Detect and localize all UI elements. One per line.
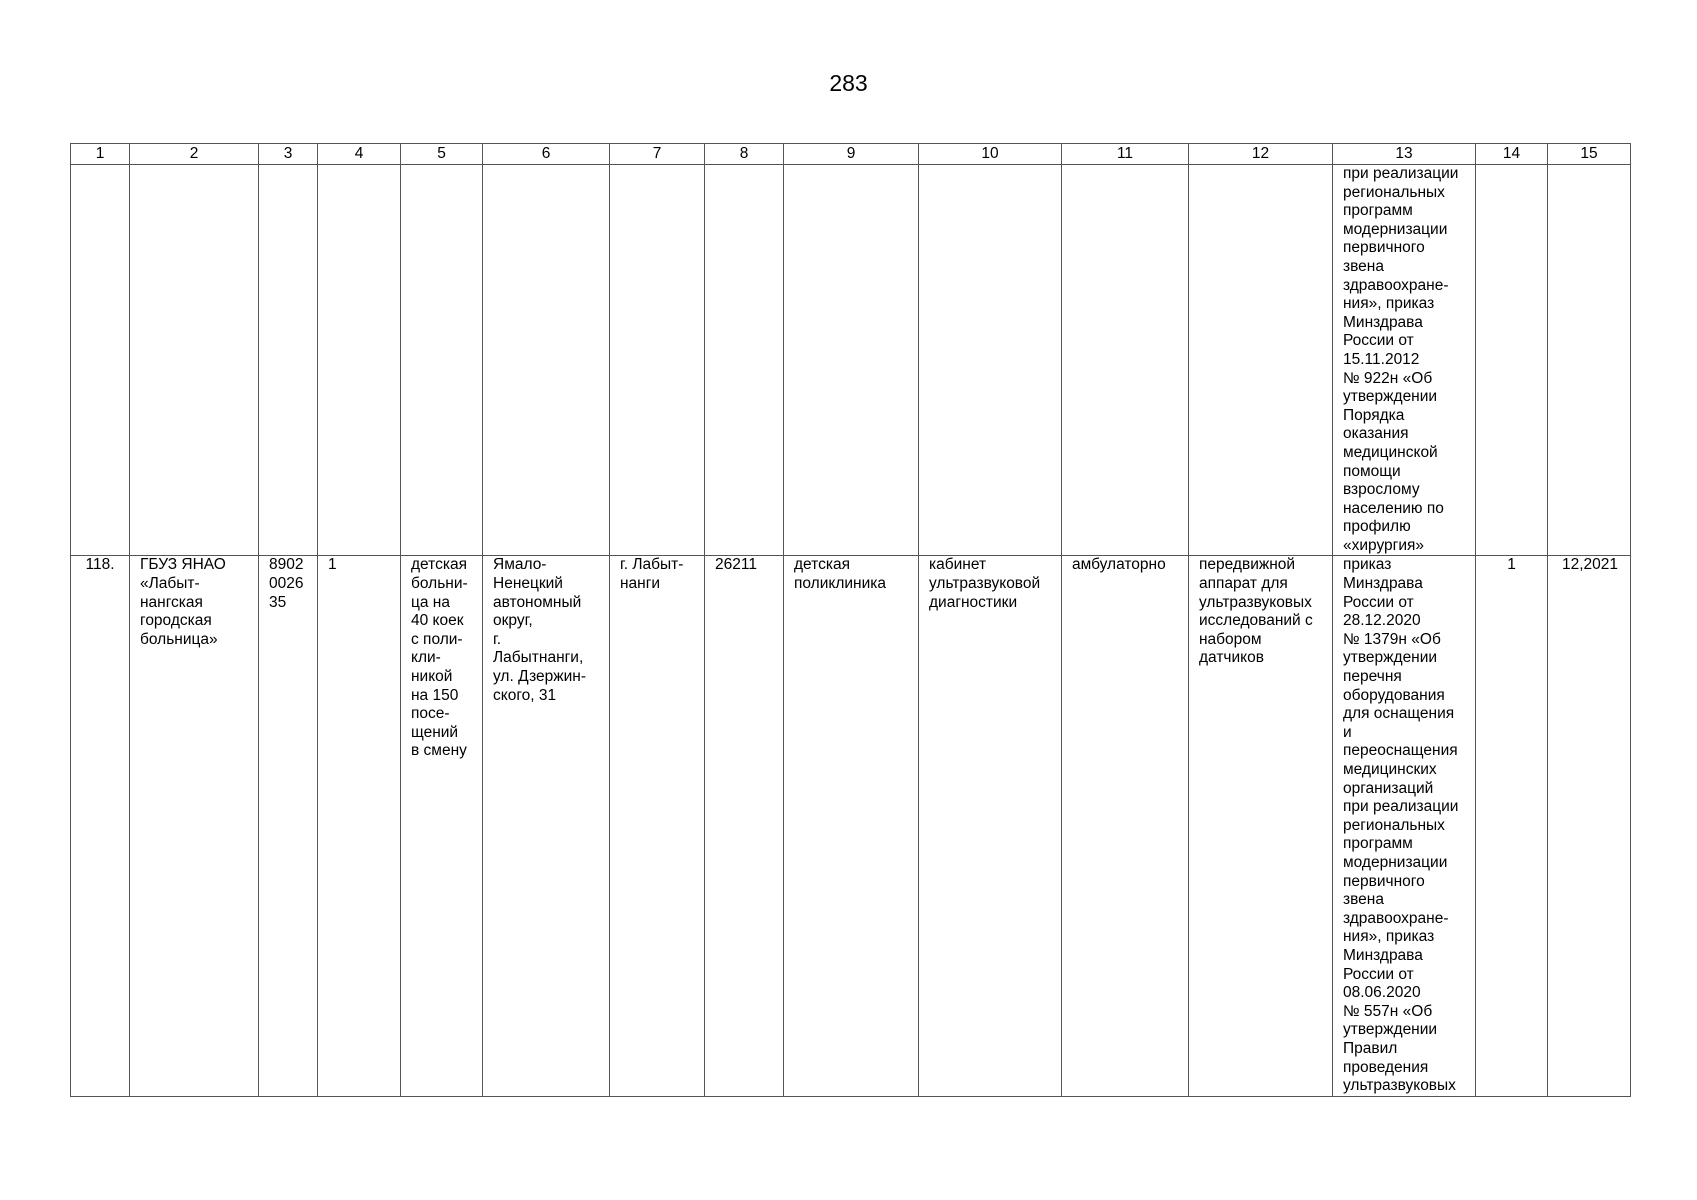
cell-text-line: России от: [1343, 332, 1414, 350]
cell-text-line: ца на: [411, 593, 450, 611]
cell-text-line: Минздрава: [1343, 575, 1423, 593]
cell-room: [919, 556, 1062, 1096]
cell-text-line: медицинских: [1343, 761, 1437, 778]
cell-text-line: с поли-: [411, 630, 463, 648]
column-header-12: 12: [1189, 144, 1333, 165]
column-header-14: 14: [1476, 144, 1548, 165]
cell-text-line: приказ: [1343, 556, 1392, 574]
cell-text-line: ского, 31: [493, 686, 557, 704]
cell-text-line: Минздрава: [1343, 946, 1423, 964]
cell-text-line: модернизации: [1343, 220, 1448, 238]
cell-text-line: региональных: [1343, 183, 1445, 201]
cell-text-line: № 557н «Об: [1343, 1002, 1433, 1020]
cell-text-line: России от: [1343, 965, 1414, 983]
cell-text-line: поликлиника: [794, 575, 886, 593]
cell-text-line: № 922н «Об: [1343, 369, 1433, 387]
cell-text-line: автономный: [493, 593, 582, 611]
cell-text-line: щений: [411, 723, 459, 741]
cell-empty: [1476, 165, 1548, 556]
column-header-13: 13: [1333, 144, 1476, 165]
cell-code: 26211: [705, 556, 784, 1096]
cell-legal-basis-continued: [1333, 165, 1476, 556]
cell-text-line: звена: [1343, 891, 1384, 909]
cell-text-line: 15.11.2012: [1343, 350, 1420, 368]
cell-text-line: звена: [1343, 257, 1384, 275]
cell-empty: [71, 165, 130, 556]
column-header-8: 8: [705, 144, 784, 165]
table-row-118: [71, 556, 1631, 1096]
cell-empty: [483, 165, 610, 556]
cell-text-line: организаций: [1343, 779, 1434, 797]
column-header-1: 1: [71, 144, 130, 165]
cell-text-line: посе-: [411, 705, 450, 723]
cell-text-line: Ямало-: [493, 556, 547, 574]
cell-text-line: детская: [794, 556, 850, 574]
cell-text-line: исследований с: [1199, 612, 1313, 630]
column-header-5: 5: [401, 144, 483, 165]
cell-empty: [1548, 165, 1631, 556]
cell-text-line: 8902: [269, 556, 304, 574]
cell-text-line: профилю: [1343, 518, 1411, 536]
cell-empty: [610, 165, 705, 556]
cell-text-line: Правил: [1343, 1039, 1398, 1057]
cell-text-line: региональных: [1343, 816, 1445, 834]
cell-text-line: Ненецкий: [493, 575, 563, 593]
column-header-15: 15: [1548, 144, 1631, 165]
cell-text-line: ния», приказ: [1343, 295, 1435, 313]
column-header-11: 11: [1062, 144, 1189, 165]
cell-text-line: и: [1343, 723, 1352, 741]
cell-text-line: первичного: [1343, 872, 1425, 890]
cell-text-line: ния», приказ: [1343, 928, 1435, 946]
cell-text-line: больница»: [140, 630, 218, 648]
cell-text-line: г. Лабыт-: [620, 556, 684, 574]
cell-text-line: населению по: [1343, 499, 1444, 517]
cell-text-line: Минздрава: [1343, 313, 1423, 331]
cell-address: [483, 556, 610, 1096]
column-header-6: 6: [483, 144, 610, 165]
cell-text-line: детская: [411, 556, 467, 574]
cell-text-line: переоснащения: [1343, 742, 1458, 760]
cell-organization: [130, 556, 259, 1096]
cell-empty: [318, 165, 401, 556]
cell-text-line: программ: [1343, 835, 1413, 853]
cell-empty: [401, 165, 483, 556]
cell-equipment: [1189, 556, 1333, 1096]
cell-text-line: ГБУЗ ЯНАО: [140, 556, 226, 574]
cell-care-conditions: амбулаторно: [1062, 556, 1189, 1096]
cell-empty: [259, 165, 318, 556]
cell-empty: [919, 165, 1062, 556]
cell-text-line: здравоохране-: [1343, 909, 1449, 927]
cell-text-line: диагностики: [929, 593, 1018, 611]
cell-text-line: № 1379н «Об: [1343, 630, 1441, 648]
cell-text-line: взрослому: [1343, 481, 1420, 499]
cell-unit: [784, 556, 919, 1096]
cell-text-line: 0026: [269, 575, 304, 593]
column-header-4: 4: [318, 144, 401, 165]
cell-text-line: аппарат для: [1199, 575, 1288, 593]
cell-text-line: нангская: [140, 593, 203, 611]
cell-text-line: ультразвуковой: [929, 575, 1041, 593]
cell-text-line: помощи: [1343, 462, 1401, 480]
cell-quantity: 1: [1476, 556, 1548, 1096]
page-number: 283: [829, 70, 868, 96]
cell-text-line: ультразвуковых: [1199, 593, 1312, 611]
cell-text-line: 28.12.2020: [1343, 612, 1421, 630]
cell-empty: [705, 165, 784, 556]
cell-text-line: при реализации: [1343, 798, 1459, 816]
cell-text-line: оборудования: [1343, 686, 1445, 704]
cell-text-line: г.: [493, 630, 502, 648]
cell-text-line: ул. Дзержин-: [493, 668, 586, 686]
cell-text-line: городская: [140, 612, 212, 630]
cell-empty: [784, 165, 919, 556]
cell-text-line: на 150: [411, 686, 459, 704]
cell-text-line: кли-: [411, 649, 441, 667]
cell-text-line: передвижной: [1199, 556, 1296, 574]
cell-legal-basis: [1333, 556, 1476, 1096]
cell-text-line: утверждении: [1343, 649, 1438, 667]
cell-text-line: России от: [1343, 593, 1414, 611]
cell-text-line: больни-: [411, 575, 468, 593]
cell-text-line: 08.06.2020: [1343, 984, 1421, 1002]
cell-text-line: Порядка: [1343, 406, 1405, 424]
cell-text-line: модернизации: [1343, 853, 1448, 871]
cell-inn: [259, 556, 318, 1096]
cell-text-line: для оснащения: [1343, 705, 1455, 723]
column-header-3: 3: [259, 144, 318, 165]
cell-settlement: [610, 556, 705, 1096]
cell-text-line: проведения: [1343, 1058, 1429, 1076]
table-header-row: [71, 144, 1631, 165]
cell-empty: [1189, 165, 1333, 556]
table-row-continuation: [71, 165, 1631, 556]
cell-text-line: «Лабыт-: [140, 575, 200, 593]
cell-text-line: перечня: [1343, 668, 1402, 686]
cell-text-line: в смену: [411, 742, 467, 760]
cell-text-line: утверждении: [1343, 1021, 1438, 1039]
column-header-2: 2: [130, 144, 259, 165]
cell-text-line: 40 коек: [411, 612, 464, 630]
cell-text-line: датчиков: [1199, 649, 1264, 667]
cell-text-line: при реализации: [1343, 165, 1459, 182]
cell-date: 12,2021: [1548, 556, 1631, 1096]
cell-text-line: Лабытнанги,: [493, 649, 584, 667]
cell-empty: [1062, 165, 1189, 556]
equipment-table: [70, 143, 1631, 1097]
cell-row-number: 118.: [71, 556, 130, 1096]
column-header-10: 10: [919, 144, 1062, 165]
cell-text-line: нанги: [620, 575, 661, 593]
column-header-7: 7: [610, 144, 705, 165]
cell-empty: [130, 165, 259, 556]
cell-text-line: округ,: [493, 612, 533, 630]
cell-text-line: оказания: [1343, 425, 1409, 443]
cell-text-line: ультразвуковых: [1343, 1077, 1456, 1095]
cell-col4: 1: [318, 556, 401, 1096]
cell-text-line: первичного: [1343, 239, 1425, 257]
cell-text-line: утверждении: [1343, 388, 1438, 406]
cell-text-line: кабинет: [929, 556, 987, 574]
column-header-9: 9: [784, 144, 919, 165]
cell-text-line: набором: [1199, 630, 1262, 648]
cell-text-line: никой: [411, 668, 453, 686]
cell-text-line: медицинской: [1343, 443, 1438, 461]
cell-text-line: 35: [269, 593, 287, 611]
cell-text-line: программ: [1343, 202, 1413, 220]
cell-text-line: «хирургия»: [1343, 536, 1424, 554]
cell-text-line: здравоохране-: [1343, 276, 1449, 294]
cell-facility-type: [401, 556, 483, 1096]
